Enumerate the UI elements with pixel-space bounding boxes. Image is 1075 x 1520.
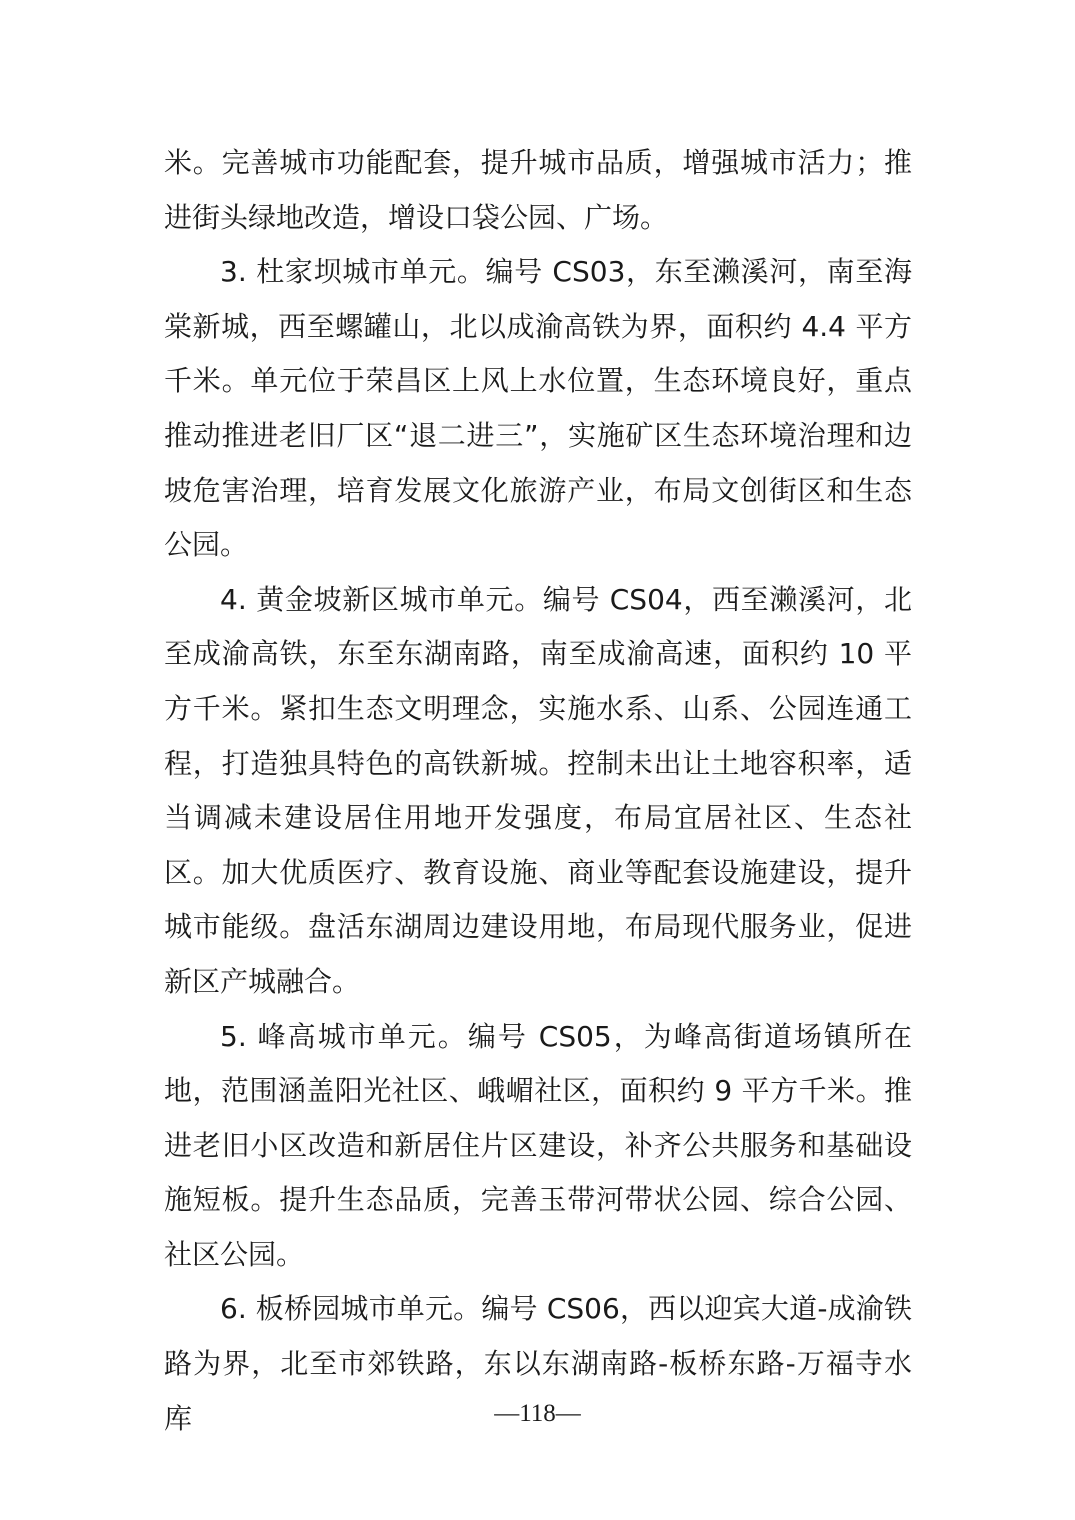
paragraph-cs03: 3. 杜家坝城市单元。编号 CS03，东至濑溪河，南至海棠新城，西至螺罐山，北以成渝高铁为界，面积约 4.4 平方千米。单元位于荣昌区上风上水位置，生态环境良好，重点推动推进老旧厂区“退二进三”，实施矿区生态环境治理和边坡危害治理，培育发展文化旅游产业，布局文创街区和生态公园。 xyxy=(164,255,912,562)
document-body xyxy=(164,136,912,1446)
page-number: —118— xyxy=(494,1400,581,1427)
paragraph-cs06: 6. 板桥园城市单元。编号 CS06，西以迎宾大道-成渝铁路为界，北至市郊铁路，东以东湖南路-板桥东路-万福寺水库 xyxy=(164,1292,912,1435)
paragraph-cs05: 5. 峰高城市单元。编号 CS05，为峰高街道场镇所在地，范围涵盖阳光社区、峨嵋社区，面积约 9 平方千米。推进老旧小区改造和新居住片区建设，补齐公共服务和基础设施短板。提升生态品质，完善玉带河带状公园、综合公园、社区公园。 xyxy=(164,1019,912,1271)
paragraph-continuation: 米。完善城市功能配套，提升城市品质，增强城市活力；推进街头绿地改造，增设口袋公园、广场。 xyxy=(164,146,912,234)
paragraph-cs04: 4. 黄金坡新区城市单元。编号 CS04，西至濑溪河，北至成渝高铁，东至东湖南路，南至成渝高速，面积约 10 平方千米。紧扣生态文明理念，实施水系、山系、公园连通工程，打造独具特色的高铁新城。控制未出让土地容积率，适当调减未建设居住用地开发强度，布局宜居社区、生态社区。加大优质医疗、教育设施、商业等配套设施建设，提升城市能级。盘活东湖周边建设用地，布局现代服务业，促进新区产城融合。 xyxy=(164,582,912,998)
